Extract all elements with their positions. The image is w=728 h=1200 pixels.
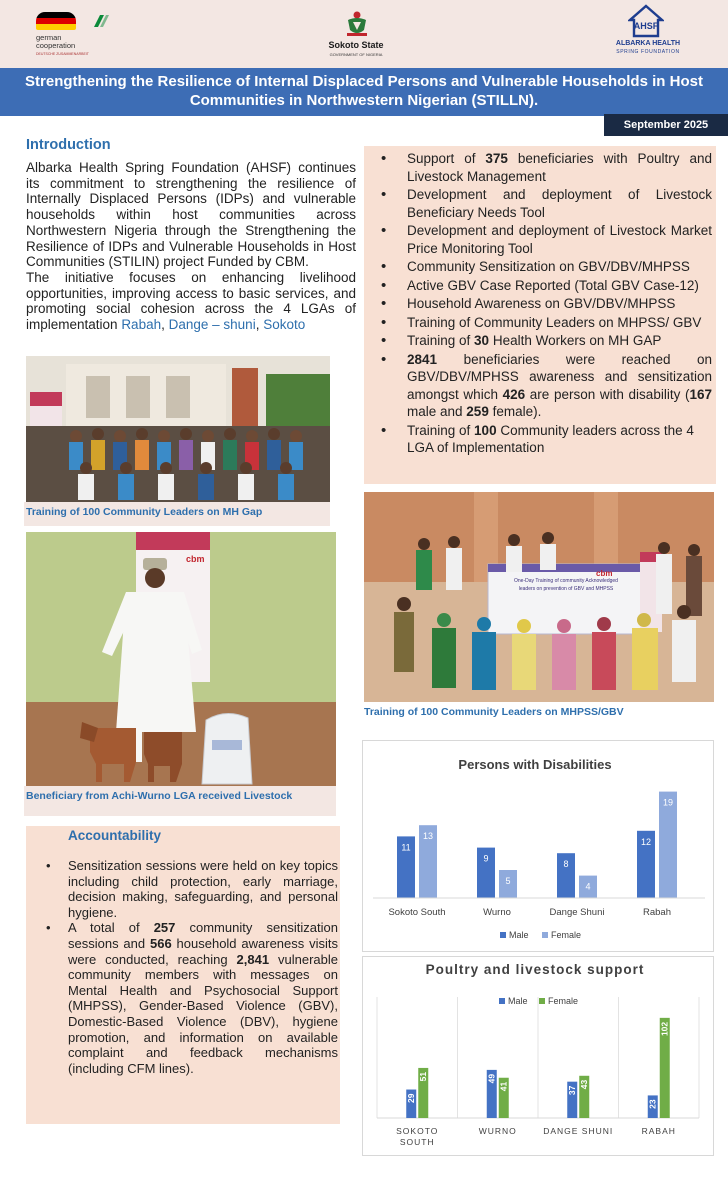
group-banner-photo-illustration: [364, 492, 714, 702]
data-label: 49: [486, 1073, 497, 1084]
feed-sack-icon: [202, 713, 252, 784]
caption-livestock: Beneficiary from Achi-Wurno LGA received Livestock: [24, 786, 336, 816]
lga-sokoto: Sokoto: [263, 317, 306, 333]
sokoto-state-logo: [316, 8, 396, 60]
photo-livestock-beneficiary: [26, 532, 336, 786]
achievement-item: • Training of 100 Community leaders across the 4 LGA of Implementation: [407, 422, 712, 457]
achievement-item: • Development and deployment of Livestock Market Price Monitoring Tool: [407, 222, 712, 257]
data-label: 41: [498, 1081, 509, 1092]
intro-body: [26, 160, 356, 333]
achievement-item: • Training of Community Leaders on MHPSS/ GBV: [407, 314, 712, 332]
achievement-item: • Support of 375 beneficiaries with Poultry and Livestock Management: [407, 150, 712, 185]
cbm-logo-text: cbm: [596, 569, 613, 578]
legend-swatch: [499, 998, 505, 1004]
data-label: 4: [585, 881, 591, 892]
category-label: Dange Shuni: [549, 907, 605, 918]
german-cooperation-logo: [30, 10, 120, 54]
chart-poultry-livestock: [362, 956, 714, 1156]
sokoto-state-title: Sokoto State: [328, 40, 384, 50]
sokoto-state-subtitle: GOVERNMENT OF NIGERIA: [329, 52, 383, 57]
intro-heading: Introduction: [26, 137, 111, 153]
legend-swatch: [539, 998, 545, 1004]
data-label: 9: [483, 853, 489, 864]
category-label: RABAH: [641, 1126, 676, 1136]
german-flag-icon: [36, 12, 76, 30]
poultry-livestock-bar-chart: [363, 957, 715, 1157]
ahsf-logo: [598, 4, 698, 60]
coat-of-arms-icon: [344, 10, 370, 38]
category-label: Wurno: [483, 907, 511, 918]
german-cooperation-subtext: DEUTSCHE ZUSAMMENARBEIT: [36, 52, 89, 56]
intro-paragraph-2: [26, 270, 356, 333]
achievement-item: • 2841 beneficiaries were reached on GBV/DBV/MPHSS awareness and sensitization amongst which 426 are person with disability (167 male and 259 female).: [407, 351, 712, 421]
data-label: 51: [418, 1071, 429, 1082]
data-label: 8: [563, 859, 569, 870]
accountability-item: • A total of 257 community sensitization sessions and 566 household awareness visits were conducted, reaching 2,841 vulnerable community members with messages on Mental Health and Psychosocial Support (MHPSS), Gender-Based Violence (GBV), Domestic-Based Violence (DBV), hygiene promotion, and information on available complaint and feedback mechanisms (including CFM lines).: [68, 920, 338, 1076]
data-label: 43: [579, 1079, 590, 1090]
cbm-logo-text: cbm: [186, 554, 205, 564]
accountability-list: [26, 858, 340, 1076]
ahsf-mark-text: AHSF: [633, 21, 659, 31]
data-label: 12: [640, 836, 652, 847]
legend-label: Female: [551, 930, 582, 940]
achievement-item: • Development and deployment of Livestock Beneficiary Needs Tool: [407, 186, 712, 221]
achievement-item: • Household Awareness on GBV/DBV/MHPSS: [407, 295, 712, 313]
livestock-photo-illustration: [26, 532, 336, 786]
legend-label: Male: [508, 996, 528, 1006]
lga-rabah: Rabah: [121, 317, 162, 333]
chart-title: Poultry and livestock support: [425, 962, 645, 977]
category-label: DANGE SHUNI: [543, 1126, 614, 1136]
legend-swatch: [542, 932, 548, 938]
chart-title: Persons with Disabilities: [458, 757, 612, 772]
page-header: [0, 0, 728, 68]
category-label: WURNO: [478, 1126, 517, 1136]
german-cooperation-text: german cooperation: [36, 33, 76, 50]
accountability-heading: Accountability: [68, 828, 162, 843]
achievement-item: • Active GBV Case Reported (Total GBV Case-12): [407, 277, 712, 295]
intro-paragraph-1: Albarka Health Spring Foundation (AHSF) continues its commitment to strengthening the resilience of Internally Displaced Persons (IDPs) and vulnerable households within host communities across Northwestern Nigeria through the Strengthening the Resilience of IDPs and Vulnerable Households in Host Communities (STILIN) project Funded by CBM.: [26, 160, 356, 270]
disabilities-bar-chart: [363, 741, 715, 953]
accountability-item: • Sensitization sessions were held on key topics including child protection, early marriage, decision making, safeguarding, and personal hygiene.: [68, 858, 338, 920]
data-label: 13: [422, 831, 434, 842]
ahsf-house-icon: [628, 4, 664, 38]
nigeria-flag-icon: [92, 14, 110, 28]
date-badge: September 2025: [604, 114, 728, 136]
intro-p2-text: The initiative focuses on enhancing livelihood opportunities, improving access to basic services, and promoting social cohesion across the 4 LGAs of implementation: [26, 269, 356, 333]
caption-mh-gap: Training of 100 Community Leaders on MH Gap: [24, 502, 330, 526]
page-title: Strengthening the Resilience of Internal Displaced Persons and Vulnerable Households in Host Communities in Northwestern Nigerian (STILLN).: [0, 68, 728, 116]
category-label: SOKOTO: [396, 1126, 439, 1136]
chart-persons-with-disabilities: [362, 740, 714, 952]
ahsf-subtitle: SPRING FOUNDATION: [616, 49, 680, 55]
caption-mhpss: Training of 100 Community Leaders on MHPSS/GBV: [364, 706, 624, 718]
group-photo-illustration: [26, 356, 330, 502]
category-label: Rabah: [643, 907, 671, 918]
photo-mh-gap-training: [26, 356, 330, 502]
category-label: SOUTH: [399, 1137, 435, 1147]
legend-label: Female: [548, 996, 579, 1006]
data-label: 29: [406, 1093, 417, 1103]
svg-text:leaders on prevention of GBV a: leaders on prevention of GBV and MHPSS: [518, 586, 614, 592]
data-label: 5: [505, 876, 511, 886]
achievement-item: • Community Sensitization on GBV/DBV/MHPSS: [407, 258, 712, 276]
legend-swatch: [500, 932, 506, 938]
legend-label: Male: [509, 930, 529, 940]
intro-p2-comma-2: ,: [255, 317, 264, 333]
data-label: 11: [401, 842, 411, 853]
achievement-item: • Training of 30 Health Workers on MH GAP: [407, 332, 712, 350]
data-label: 23: [647, 1099, 658, 1109]
lga-dange-shuni: Dange – shuni: [168, 317, 256, 333]
svg-text:One-Day Training of community: One-Day Training of community Acknowledged: [514, 578, 618, 584]
data-label: 37: [567, 1085, 578, 1096]
achievements-list: [364, 150, 716, 458]
photo-mhpss-training: [364, 492, 714, 702]
data-label: 19: [662, 797, 674, 808]
category-label: Sokoto South: [388, 907, 446, 918]
ahsf-name: ALBARKA HEALTH: [615, 40, 681, 47]
data-label: 102: [659, 1021, 670, 1037]
achievements-panel: [364, 146, 716, 484]
intro-p2-comma: ,: [161, 317, 169, 333]
accountability-panel: [26, 826, 340, 1124]
